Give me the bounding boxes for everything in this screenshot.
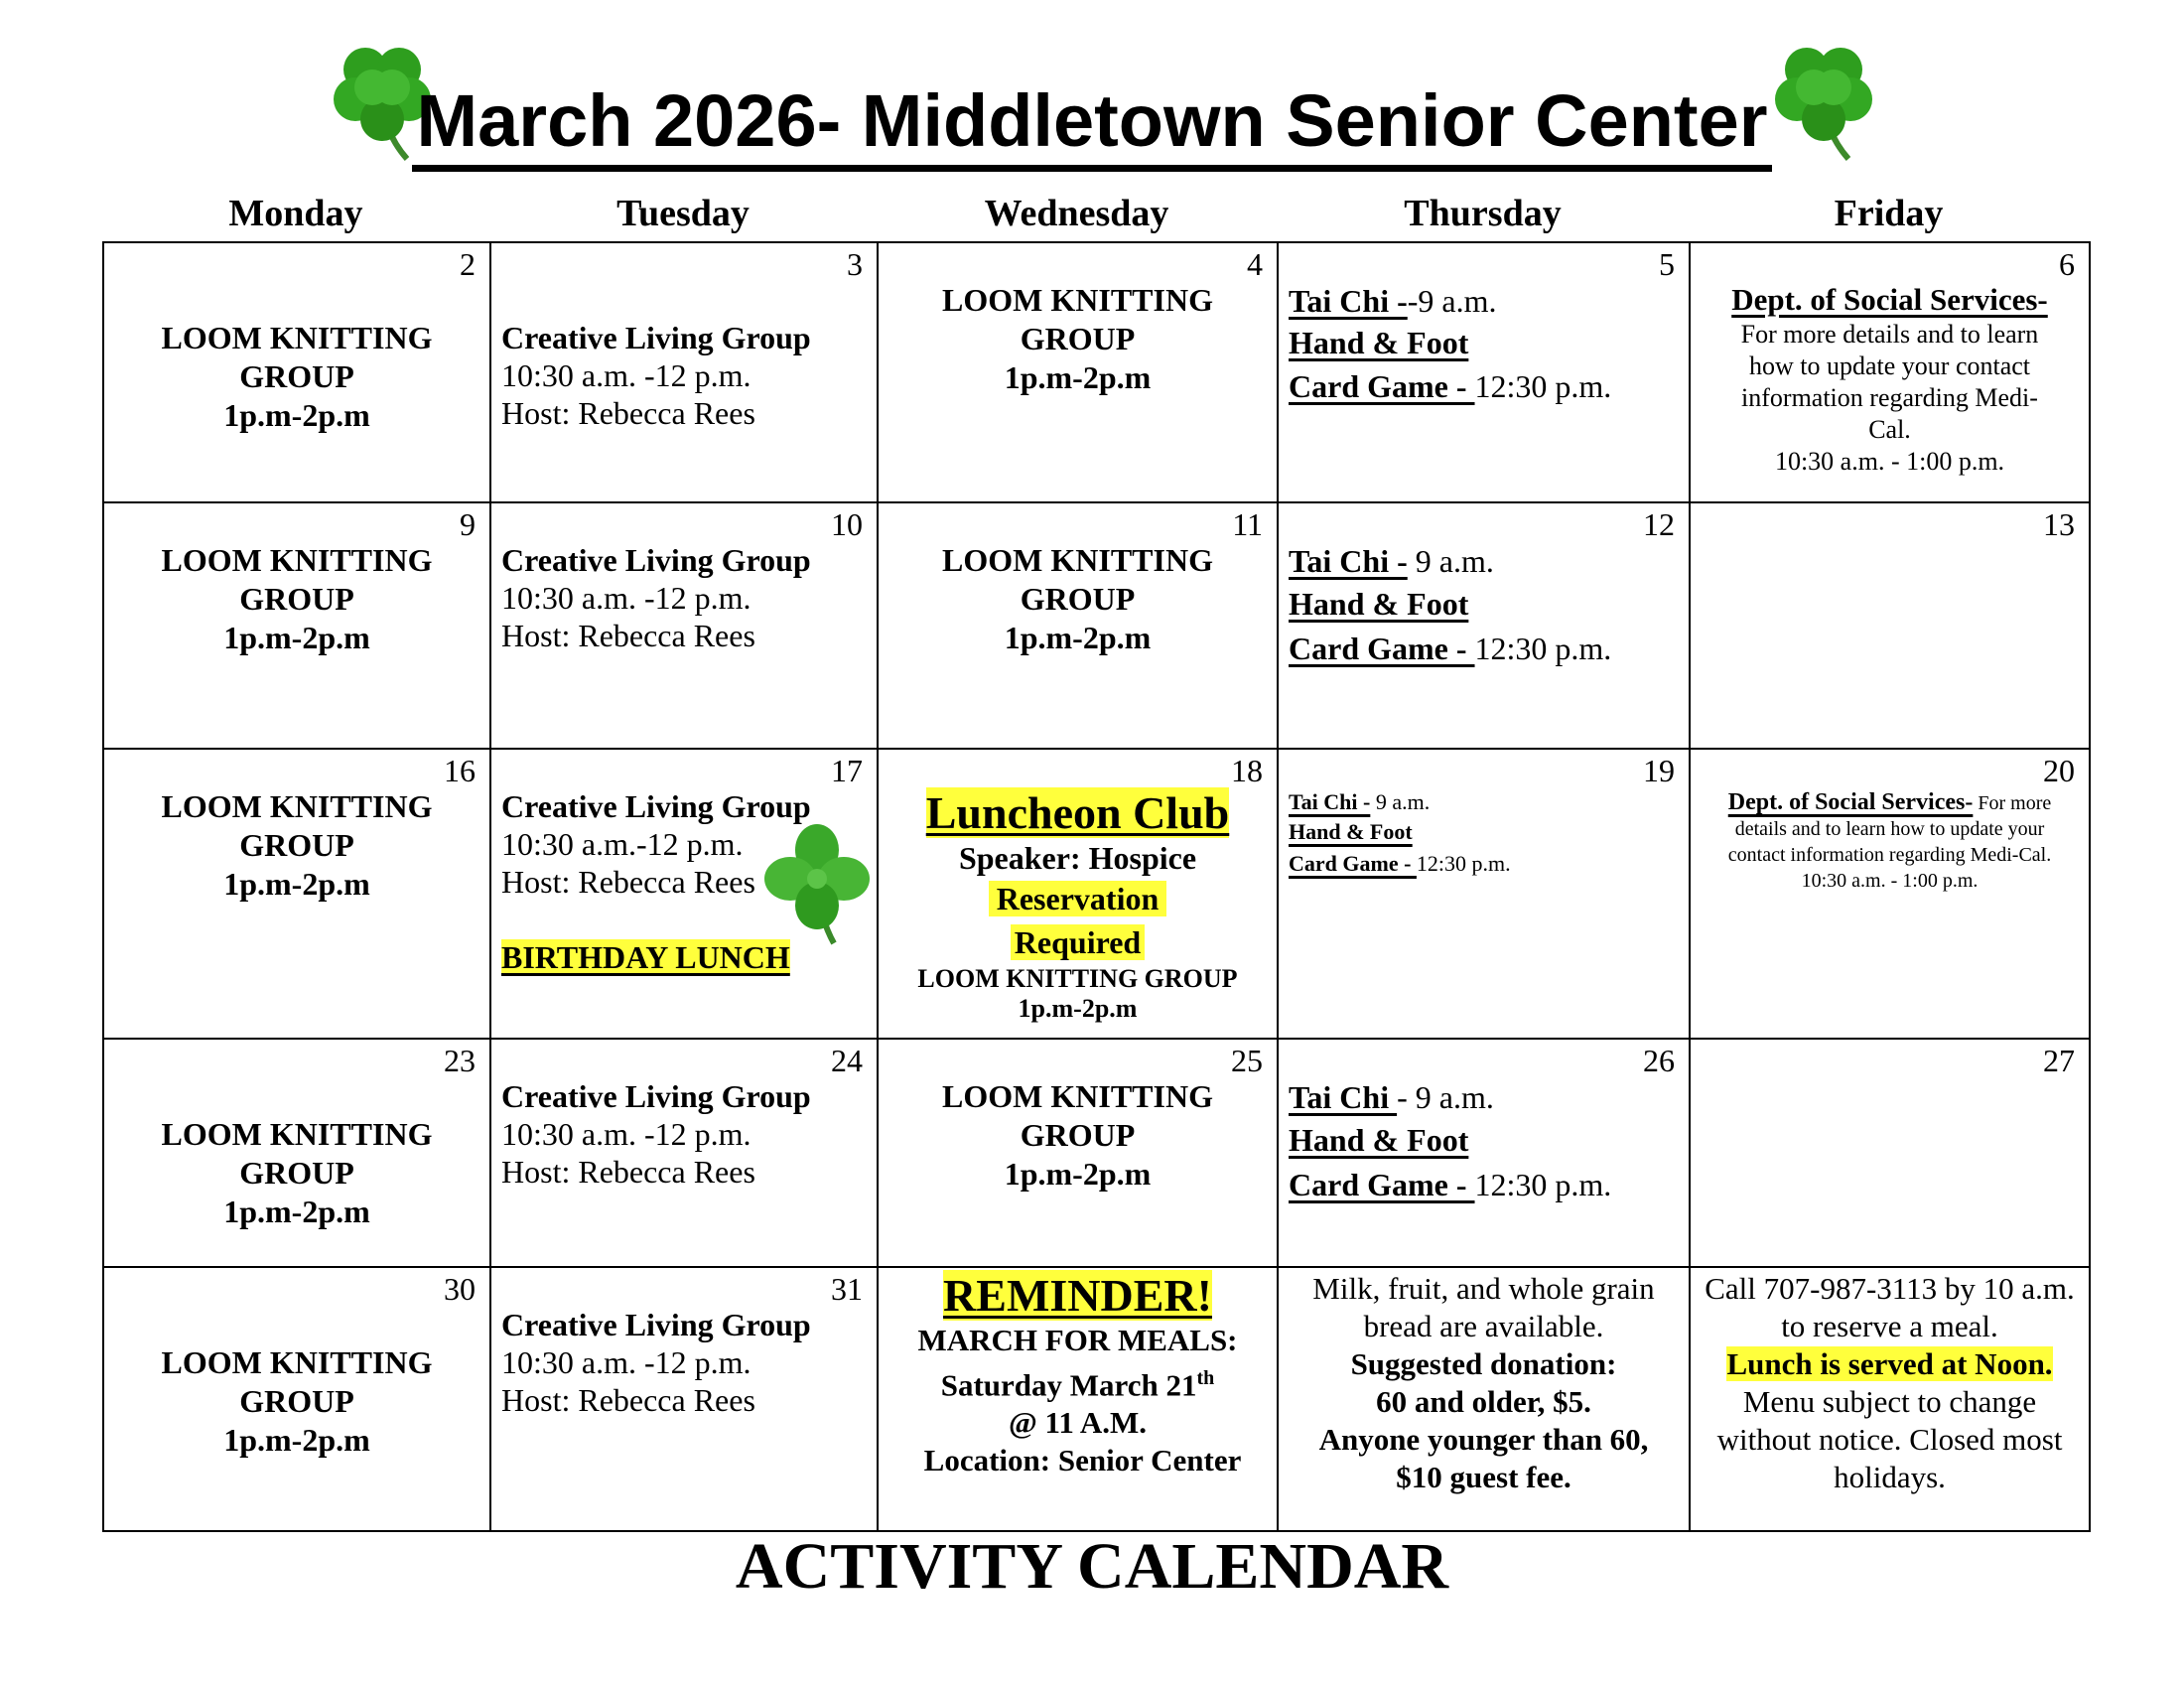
date-number: 16	[444, 753, 476, 788]
event-time: 12:30 p.m.	[1416, 851, 1511, 876]
calendar-week-row	[103, 242, 2090, 502]
event-title: Creative Living Group	[501, 788, 811, 824]
event-host: Host: Rebecca Rees	[501, 618, 755, 653]
creative-living-event	[491, 1040, 877, 1191]
event-time: 10:30 a.m. -12 p.m.	[501, 357, 751, 393]
date-number: 30	[444, 1271, 476, 1307]
day-cell	[490, 1267, 878, 1531]
event-time: 10:30 a.m. - 1:00 p.m.	[1801, 870, 1979, 892]
weekday-tuesday: Tuesday	[616, 193, 750, 234]
reminder-cell	[878, 1267, 1278, 1531]
social-services-event	[1691, 750, 2089, 894]
event-title: Creative Living Group	[501, 1307, 811, 1342]
event-time: 10:30 a.m. - 1:00 p.m.	[1774, 447, 2005, 476]
event-title: GROUP	[1020, 321, 1136, 356]
meals-description: Milk, fruit, and whole grain bread are available.	[1312, 1271, 1655, 1343]
event-description: For more details and to learn how to update your contact information regarding Medi-Cal.	[1727, 792, 2052, 866]
meals-info-cell	[1278, 1267, 1690, 1531]
day-cell	[878, 749, 1278, 1039]
event-time: 1p.m-2p.m	[223, 866, 370, 902]
date-number: 13	[2043, 506, 2075, 542]
day-cell	[1278, 1039, 1690, 1267]
loom-knitting-event	[104, 503, 489, 657]
reservation-label: Required	[1011, 924, 1145, 960]
event-host: Host: Rebecca Rees	[501, 864, 755, 900]
day-cell	[878, 242, 1278, 502]
day-cell	[103, 502, 490, 749]
event-title: Card Game -	[1289, 368, 1475, 404]
activity-calendar-footer: ACTIVITY CALENDAR	[735, 1530, 1449, 1603]
weekday-monday: Monday	[228, 193, 363, 234]
thursday-events	[1279, 1040, 1689, 1206]
event-host: Host: Rebecca Rees	[501, 395, 755, 431]
weekday-thursday: Thursday	[1404, 193, 1562, 234]
date-number: 23	[444, 1043, 476, 1078]
date-number: 3	[847, 246, 863, 282]
calendar-week-row	[103, 502, 2090, 749]
event-time: 10:30 a.m. -12 p.m.	[501, 1116, 751, 1152]
event-time: - 9 a.m.	[1397, 1079, 1494, 1115]
event-description: For more details and to learn how to update your contact information regarding Medi-Cal.	[1740, 320, 2039, 444]
event-title: Dept. of Social Services-	[1727, 789, 1974, 815]
loom-knitting-event	[879, 243, 1277, 397]
event-title: Tai Chi -	[1289, 789, 1371, 814]
date-number: 11	[1232, 506, 1263, 542]
event-time: 1p.m-2p.m	[1018, 994, 1138, 1023]
calendar-week-row	[103, 749, 2090, 1039]
event-title: GROUP	[239, 581, 354, 617]
event-time: -9 a.m.	[1407, 283, 1497, 319]
reminder-text: MARCH FOR MEALS:	[917, 1323, 1238, 1357]
creative-living-event	[491, 503, 877, 654]
donation-label: Suggested donation:	[1350, 1346, 1617, 1381]
event-title: GROUP	[239, 358, 354, 394]
date-number: 24	[831, 1043, 863, 1078]
reminder-title: REMINDER!	[943, 1270, 1212, 1321]
birthday-lunch-label: BIRTHDAY LUNCH	[501, 939, 790, 975]
event-title: GROUP	[1020, 1117, 1136, 1153]
weekday-wednesday: Wednesday	[984, 193, 1169, 234]
march-for-meals-reminder	[879, 1268, 1277, 1479]
day-cell	[103, 749, 490, 1039]
loom-knitting-event	[104, 750, 489, 904]
date-number: 31	[831, 1271, 863, 1307]
event-host: Host: Rebecca Rees	[501, 1382, 755, 1418]
event-title: Hand & Foot	[1289, 325, 1469, 360]
date-number: 27	[2043, 1043, 2075, 1078]
day-cell	[1278, 502, 1690, 749]
calendar-week-row	[103, 1039, 2090, 1267]
event-title: GROUP	[1020, 581, 1136, 617]
day-cell	[490, 502, 878, 749]
event-title: LOOM KNITTING	[161, 788, 433, 824]
event-speaker: Speaker: Hospice	[958, 840, 1197, 876]
day-cell	[490, 242, 878, 502]
event-title: Luncheon Club	[925, 787, 1230, 838]
event-title: LOOM KNITTING	[161, 320, 433, 355]
event-title: LOOM KNITTING	[942, 282, 1213, 318]
weekday-header-row	[102, 189, 2089, 238]
event-title: LOOM KNITTING	[942, 542, 1213, 578]
date-number: 20	[2043, 753, 2075, 788]
event-title: Dept. of Social Services-	[1731, 282, 2048, 317]
day-cell	[1690, 502, 2090, 749]
event-time: 1p.m-2p.m	[223, 1194, 370, 1229]
weekday-friday: Friday	[1834, 193, 1944, 234]
donation-younger: Anyone younger than 60, $10 guest fee.	[1318, 1422, 1649, 1494]
social-services-event	[1691, 243, 2089, 478]
meal-reservation-cell	[1690, 1267, 2090, 1531]
event-title: LOOM KNITTING GROUP	[917, 964, 1238, 993]
event-time: 1p.m-2p.m	[1004, 1156, 1152, 1192]
event-title: Tai Chi -	[1289, 283, 1408, 319]
loom-knitting-event	[104, 243, 489, 435]
event-time: 10:30 a.m.-12 p.m.	[501, 826, 744, 862]
event-time: 12:30 p.m.	[1474, 631, 1612, 666]
meal-reservation-info	[1691, 1268, 2089, 1496]
reservation-instructions: Call 707-987-3113 by 10 a.m. to reserve a meal.	[1705, 1271, 2075, 1343]
date-number: 2	[460, 246, 476, 282]
event-time: 10:30 a.m. -12 p.m.	[501, 1344, 751, 1380]
reservation-label: Reservation	[989, 881, 1167, 916]
event-title: LOOM KNITTING	[161, 1344, 433, 1380]
date-number: 19	[1643, 753, 1675, 788]
event-title: LOOM KNITTING	[161, 1116, 433, 1152]
reminder-date: Saturday March 21	[940, 1367, 1197, 1403]
day-cell	[1278, 749, 1690, 1039]
calendar-grid	[102, 241, 2091, 1532]
thursday-events	[1279, 503, 1689, 670]
donation-older: 60 and older, $5.	[1376, 1384, 1591, 1419]
date-number: 9	[460, 506, 476, 542]
page-title: March 2026- Middletown Senior Center	[412, 77, 1771, 172]
event-title: GROUP	[239, 827, 354, 863]
event-title: Hand & Foot	[1289, 1122, 1469, 1158]
event-time: 1p.m-2p.m	[223, 1422, 370, 1458]
event-host: Host: Rebecca Rees	[501, 1154, 755, 1190]
event-title: Creative Living Group	[501, 542, 811, 578]
reminder-date-suffix: th	[1196, 1367, 1215, 1389]
day-cell	[103, 1267, 490, 1531]
creative-living-event	[491, 243, 877, 432]
event-time: 1p.m-2p.m	[1004, 620, 1152, 655]
reminder-time: @ 11 A.M.	[1008, 1405, 1148, 1441]
menu-notice: Menu subject to change without notice. Closed most holidays.	[1716, 1384, 2063, 1494]
event-time: 1p.m-2p.m	[1004, 359, 1152, 395]
event-title: LOOM KNITTING	[942, 1078, 1213, 1114]
four-leaf-clover-icon	[762, 824, 872, 947]
day-cell	[878, 1039, 1278, 1267]
calendar-week-row	[103, 1267, 2090, 1531]
event-title: Hand & Foot	[1289, 586, 1469, 622]
date-number: 18	[1231, 753, 1263, 788]
event-time: 12:30 p.m.	[1474, 368, 1612, 404]
date-number: 26	[1643, 1043, 1675, 1078]
date-number: 5	[1659, 246, 1675, 282]
day-cell	[1278, 242, 1690, 502]
event-title: Creative Living Group	[501, 320, 811, 355]
event-time: 9 a.m.	[1415, 543, 1494, 579]
loom-knitting-event	[104, 1268, 489, 1460]
reminder-location: Location: Senior Center	[923, 1443, 1242, 1478]
date-number: 25	[1231, 1043, 1263, 1078]
loom-knitting-event	[879, 1040, 1277, 1194]
event-title: Hand & Foot	[1289, 819, 1413, 844]
loom-knitting-event	[879, 503, 1277, 657]
creative-living-event	[491, 1268, 877, 1419]
day-cell	[1690, 1039, 2090, 1267]
event-title: GROUP	[239, 1383, 354, 1419]
event-title: LOOM KNITTING	[161, 542, 433, 578]
day-cell	[1690, 242, 2090, 502]
date-number: 6	[2059, 246, 2075, 282]
date-number: 4	[1247, 246, 1263, 282]
date-number: 12	[1643, 506, 1675, 542]
day-cell	[490, 1039, 878, 1267]
date-number: 17	[831, 753, 863, 788]
event-title: Tai Chi	[1289, 1079, 1398, 1115]
event-title: Creative Living Group	[501, 1078, 811, 1114]
event-title: Card Game -	[1289, 631, 1475, 666]
lunch-served-label: Lunch is served at Noon.	[1726, 1346, 2053, 1381]
event-title: Card Game -	[1289, 851, 1417, 876]
event-time: 1p.m-2p.m	[223, 397, 370, 433]
event-title: Tai Chi -	[1289, 543, 1408, 579]
event-time: 9 a.m.	[1375, 789, 1431, 814]
day-cell	[103, 1039, 490, 1267]
event-time: 12:30 p.m.	[1474, 1167, 1612, 1202]
event-time: 10:30 a.m. -12 p.m.	[501, 580, 751, 616]
day-cell	[878, 502, 1278, 749]
event-title: Card Game -	[1289, 1167, 1475, 1202]
day-cell	[103, 242, 490, 502]
event-time: 1p.m-2p.m	[223, 620, 370, 655]
meals-info	[1279, 1268, 1689, 1496]
thursday-events	[1279, 243, 1689, 408]
event-title: GROUP	[239, 1155, 354, 1191]
day-cell	[1690, 749, 2090, 1039]
page-title-wrap	[0, 77, 2184, 172]
loom-knitting-event	[104, 1040, 489, 1231]
thursday-events	[1279, 750, 1689, 881]
luncheon-club-event	[879, 750, 1277, 1024]
date-number: 10	[831, 506, 863, 542]
